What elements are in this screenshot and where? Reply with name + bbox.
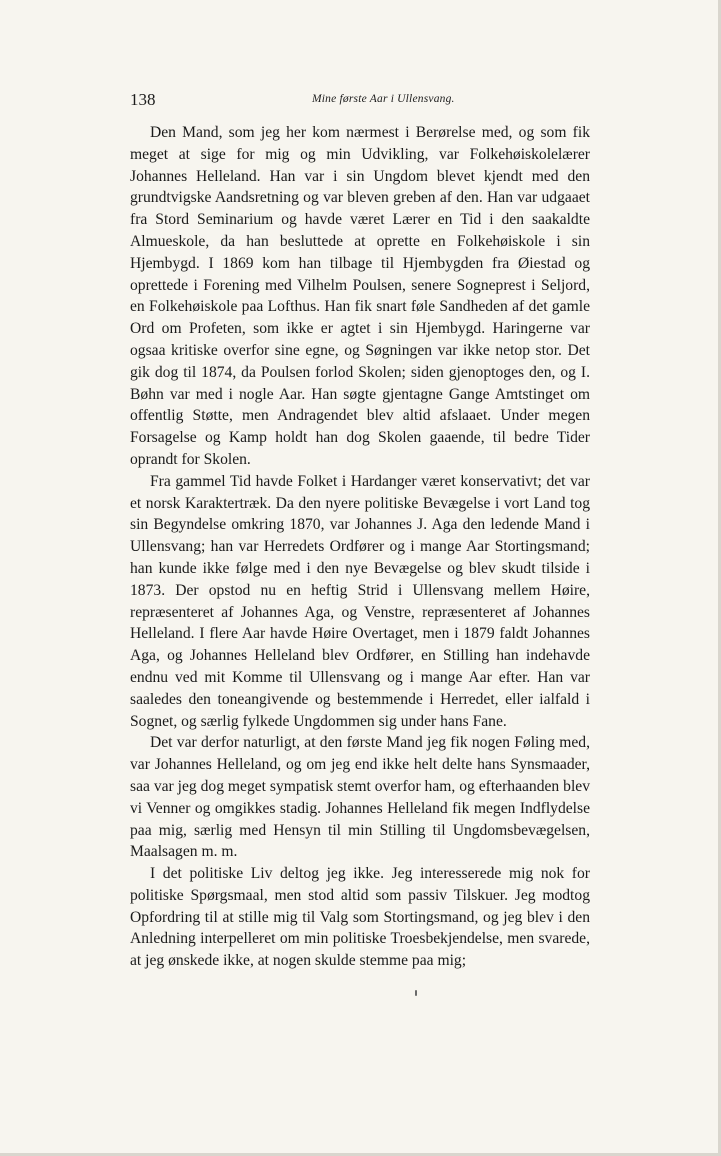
- page-header: [130, 90, 590, 114]
- body-text: [130, 122, 590, 972]
- ink-speck: [415, 990, 417, 996]
- paragraph: Fra gammel Tid havde Folket i Hardanger været konservativt; det var et norsk Karaktertræk. Da den nyere politiske Bevægelse i vort Land tog sin Begyndelse omkring 1870, var Johannes J. Aga den ledende Mand i Ullensvang; han var Herredets Ordfører og i mange Aar Stortingsmand; han kunde ikke følge med i den nye Bevægelse og blev skudt tilside i 1873. Der opstod nu en heftig Strid i Ullensvang mellem Høire, repræsenteret af Johannes Aga, og Venstre, repræsenteret af Johannes Helleland. I flere Aar havde Høire Overtaget, men i 1879 faldt Johannes Aga, og Johannes Helleland blev Ordfører, en Stilling han indehavde endnu ved mit Komme til Ullensvang og i mange Aar efter. Han var saaledes den toneangivende og bestemmende i Herredet, eller ialfald i Sognet, og særlig fylkede Ungdommen sig under hans Fane.: [130, 472, 590, 730]
- paragraph: Det var derfor naturligt, at den første Mand jeg fik nogen Føling med, var Johannes Helleland, og om jeg end ikke helt delte hans Synsmaader, saa var jeg dog meget sympatisk stemt overfor ham, og efterhaanden blev vi Venner og omgikkes stadig. Johannes Helleland fik megen Indflydelse paa mig, særlig med Hensyn til min Stilling til Ungdomsbevægelsen, Maalsagen m. m.: [130, 734, 590, 861]
- running-head: Mine første Aar i Ullensvang.: [312, 93, 455, 105]
- page-number: 138: [130, 90, 156, 109]
- paragraph: Den Mand, som jeg her kom nærmest i Berørelse med, og som fik meget at sige for mig og min Udvikling, var Folkehøiskolelærer Johannes Helleland. Han var i sin Ungdom blevet kjendt med den grundtvigske Aandsretning og var bleven greben af den. Han var udgaaet fra Stord Seminarium og havde været Lærer en Tid i den saakaldte Almueskole, da han besluttede at oprette en Folkehøiskole i sin Hjembygd. I 1869 kom han tilbage til Hjembygden fra Øiestad og oprettede i Forening med Vilhelm Poulsen, senere Sogneprest i Seljord, en Folkehøiskole paa Lofthus. Han fik snart føle Sandheden af det gamle Ord om Profeten, som ikke er agtet i sin Hjembygd. Haringerne var ogsaa kritiske overfor sine egne, og Søgningen var ikke netop stor. Det gik dog til 1874, da Poulsen forlod Skolen; siden gjenoptoges den, og I. Bøhn var med i nogle Aar. Han søgte gjentagne Gange Amtstinget om offentlig Støtte, men Andragendet blev altid afslaaet. Under megen Forsagelse og Kamp holdt han dog Skolen gaaende, til bedre Tider oprandt for Skolen.: [130, 124, 590, 468]
- paragraph: I det politiske Liv deltog jeg ikke. Jeg interesserede mig nok for politiske Spørgsmaal, men stod altid som passiv Tilskuer. Jeg modtog Opfordring til at stille mig til Valg som Stortingsmand, og jeg blev i den Anledning interpelleret om min politiske Troesbekjendelse, men svarede, at jeg ønskede ikke, at nogen skulde stemme paa mig;: [130, 865, 590, 970]
